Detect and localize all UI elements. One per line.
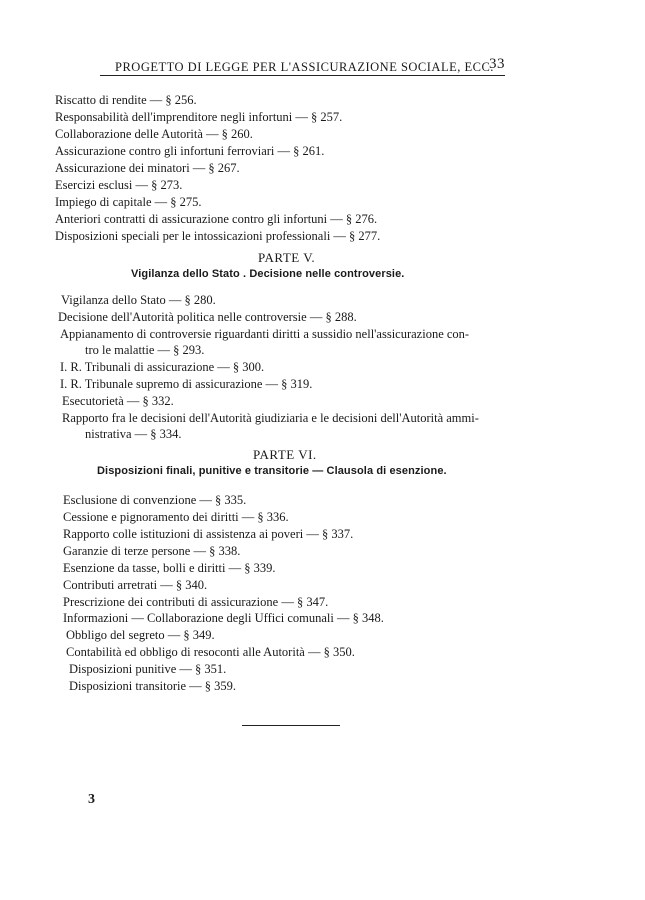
toc-entry: Esecutorietà — § 332. xyxy=(62,394,174,408)
toc-entry: Rapporto colle istituzioni di assistenza ai poveri — § 337. xyxy=(63,527,354,541)
toc-entry: Collaborazione delle Autorità — § 260. xyxy=(55,127,253,141)
toc-entry: Garanzie di terze persone — § 338. xyxy=(63,544,241,558)
toc-entry: Disposizioni transitorie — § 359. xyxy=(69,679,236,693)
toc-entry: Informazioni — Collaborazione degli Uffici comunali — § 348. xyxy=(63,611,384,625)
toc-entry: Obbligo del segreto — § 349. xyxy=(66,628,215,642)
toc-entry: Appianamento di controversie riguardanti diritti a sussidio nell'assicurazione con- xyxy=(60,327,470,341)
closing-rule xyxy=(242,725,340,726)
signature-mark: 3 xyxy=(88,792,95,807)
toc-entry: nistrativa — § 334. xyxy=(85,427,182,441)
toc-entry: Prescrizione dei contributi di assicurazione — § 347. xyxy=(63,595,329,609)
toc-entry: Cessione e pignoramento dei diritti — § 336. xyxy=(63,510,289,524)
toc-entry: Disposizioni punitive — § 351. xyxy=(69,662,227,676)
toc-entry: Assicurazione contro gli infortuni ferroviari — § 261. xyxy=(55,144,325,158)
toc-entry: Assicurazione dei minatori — § 267. xyxy=(55,161,240,175)
toc-entry: tro le malattie — § 293. xyxy=(85,343,205,357)
toc-entry: Decisione dell'Autorità politica nelle controversie — § 288. xyxy=(58,310,357,324)
header-rule xyxy=(100,75,505,76)
part-subtitle: Disposizioni finali, punitive e transitorie — Clausola di esenzione. xyxy=(97,465,447,477)
part-heading: PARTE V. xyxy=(258,250,316,265)
page-number: 33 xyxy=(489,56,505,72)
toc-entry: I. R. Tribunale supremo di assicurazione — § 319. xyxy=(60,377,313,391)
toc-entry: Esercizi esclusi — § 273. xyxy=(55,178,183,192)
toc-entry: Rapporto fra le decisioni dell'Autorità giudiziaria e le decisioni dell'Autorità ammi- xyxy=(62,411,479,425)
toc-entry: Impiego di capitale — § 275. xyxy=(55,195,202,209)
toc-entry: Esclusione di convenzione — § 335. xyxy=(63,493,247,507)
toc-entry: Contabilità ed obbligo di resoconti alle Autorità — § 350. xyxy=(66,645,355,659)
toc-entry: I. R. Tribunali di assicurazione — § 300. xyxy=(60,360,265,374)
toc-entry: Contributi arretrati — § 340. xyxy=(63,578,208,592)
toc-entry: Riscatto di rendite — § 256. xyxy=(55,93,197,107)
running-header-title: PROGETTO DI LEGGE PER L'ASSICURAZIONE SOCIALE, ECC. xyxy=(115,60,494,74)
toc-entry: Anteriori contratti di assicurazione contro gli infortuni — § 276. xyxy=(55,212,378,226)
toc-entry: Disposizioni speciali per le intossicazioni professionali — § 277. xyxy=(55,229,381,243)
toc-entry: Vigilanza dello Stato — § 280. xyxy=(61,293,216,307)
part-subtitle: Vigilanza dello Stato . Decisione nelle controversie. xyxy=(131,268,405,280)
part-heading: PARTE VI. xyxy=(253,447,317,462)
toc-entry: Esenzione da tasse, bolli e diritti — § 339. xyxy=(63,561,276,575)
toc-entry: Responsabilità dell'imprenditore negli infortuni — § 257. xyxy=(55,110,343,124)
